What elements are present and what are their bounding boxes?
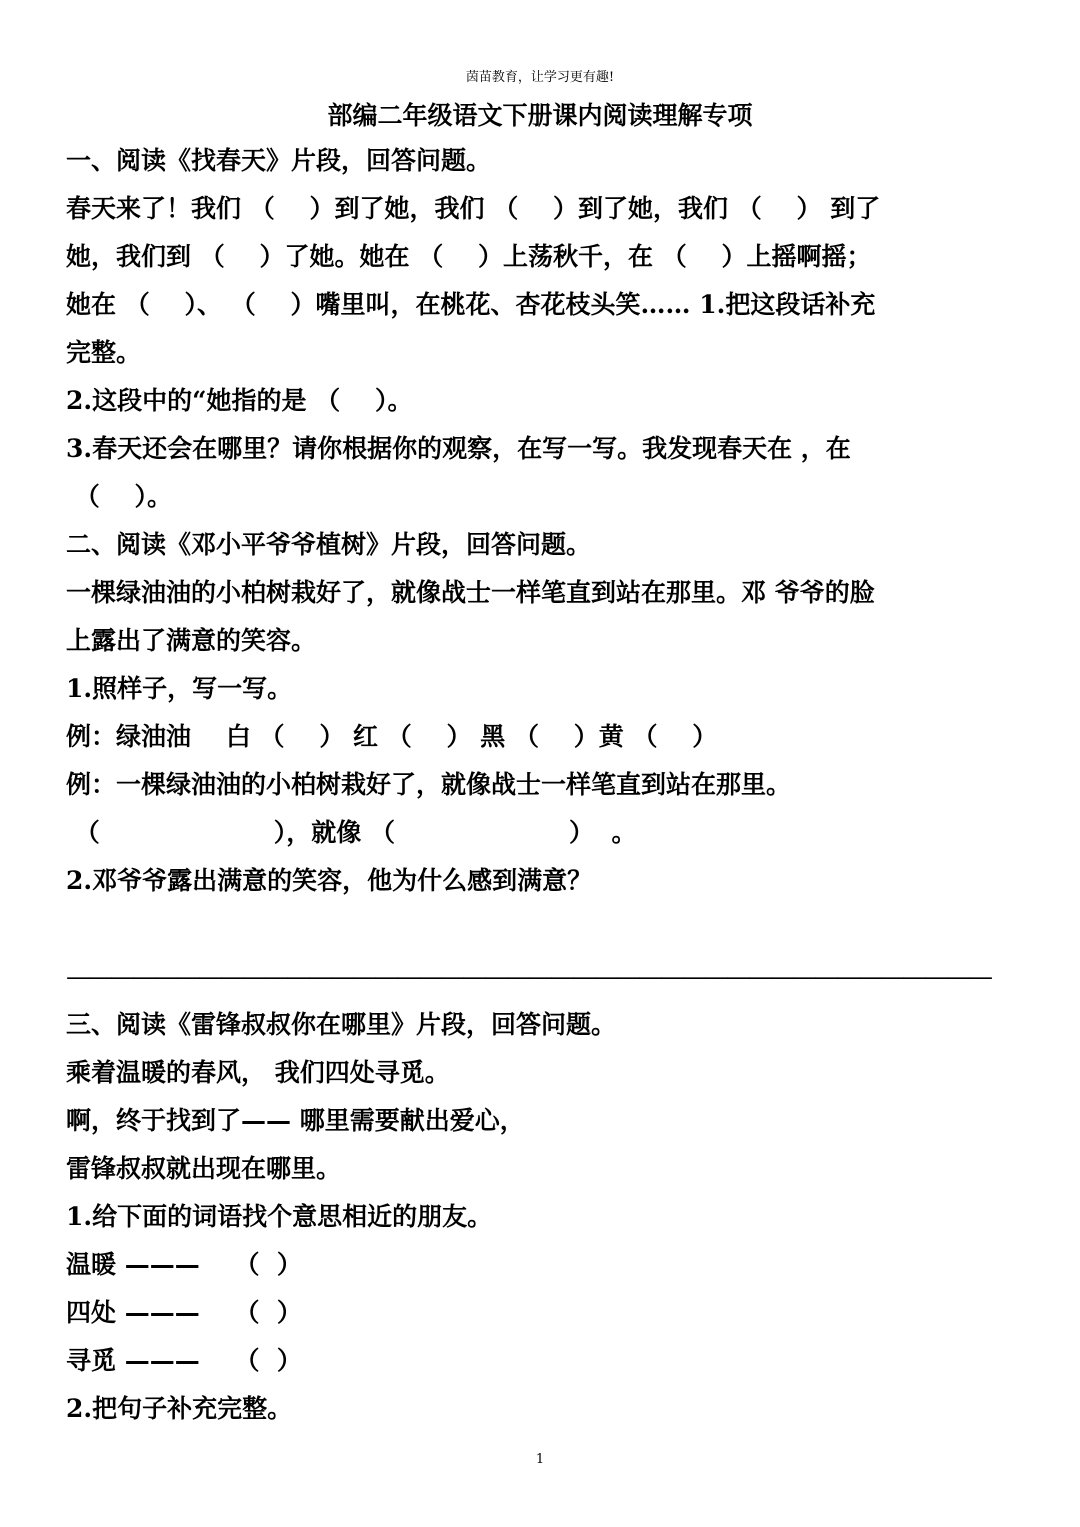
worksheet-body — [66, 137, 1016, 1433]
passage-line: 一棵绿油油的小柏树栽好了，就像战士一样笔直到站在那里。邓 爷爷的脸 — [66, 578, 875, 607]
page-number: 1 — [535, 1452, 545, 1467]
answer-space — [66, 905, 1016, 953]
passage-line: 春天来了！我们 （ ）到了她，我们 （ ）到了她，我们 （ ） 到了 — [66, 194, 881, 223]
passage-line: 上露出了满意的笑容。 — [66, 626, 317, 655]
section-2-heading: 二、阅读《邓小平爷爷植树》片段，回答问题。 — [66, 530, 592, 559]
passage-line: 雷锋叔叔就出现在哪里。 — [66, 1154, 342, 1183]
question-line: 3.春天还会在哪里？请你根据你的观察，在写一写。我发现春天在 ，在 — [66, 434, 851, 463]
synonym-item: 温暖 ——— （ ） — [66, 1250, 302, 1279]
question-line: 1.给下面的词语找个意思相近的朋友。 — [66, 1202, 493, 1231]
example-line: 例：一棵绿油油的小柏树栽好了，就像战士一样笔直到站在那里。 — [66, 770, 792, 799]
question-line: （ ）。 — [66, 482, 173, 511]
fill-in-line: （ ），就像 （ ） 。 — [66, 818, 637, 847]
section-1-heading: 一、阅读《找春天》片段，回答问题。 — [66, 146, 492, 175]
page-header: 茵苗教育，让学习更有趣! — [465, 70, 615, 85]
synonym-item: 四处 ——— （ ） — [66, 1298, 302, 1327]
example-line: 例：绿油油 白 （ ） 红 （ ） 黑 （ ）黄 （ ） — [66, 722, 718, 751]
synonym-item: 寻觅 ——— （ ） — [66, 1346, 302, 1375]
question-line: 2.这段中的“她指的是 （ ）。 — [66, 386, 413, 415]
answer-rule: —————————————————————————————————————————— — [66, 962, 990, 991]
question-line: 2.把句子补充完整。 — [66, 1394, 293, 1423]
section-3-heading: 三、阅读《雷锋叔叔你在哪里》片段，回答问题。 — [66, 1010, 617, 1039]
passage-line: 她在 （ ）、 （ ）嘴里叫，在桃花、杏花枝头笑…… 1.把这段话补充 — [66, 290, 876, 319]
passage-line: 乘着温暖的春风， 我们四处寻觅。 — [66, 1058, 450, 1087]
question-line: 1.照样子，写一写。 — [66, 674, 293, 703]
question-line: 2.邓爷爷露出满意的笑容，他为什么感到满意？ — [66, 866, 593, 895]
passage-line: 完整。 — [66, 338, 142, 367]
passage-line: 她，我们到 （ ）了她。她在 （ ）上荡秋千，在 （ ）上摇啊摇； — [66, 242, 872, 271]
passage-line: 啊，终于找到了—— 哪里需要献出爱心， — [66, 1106, 525, 1135]
page-title: 部编二年级语文下册课内阅读理解专项 — [327, 101, 753, 130]
